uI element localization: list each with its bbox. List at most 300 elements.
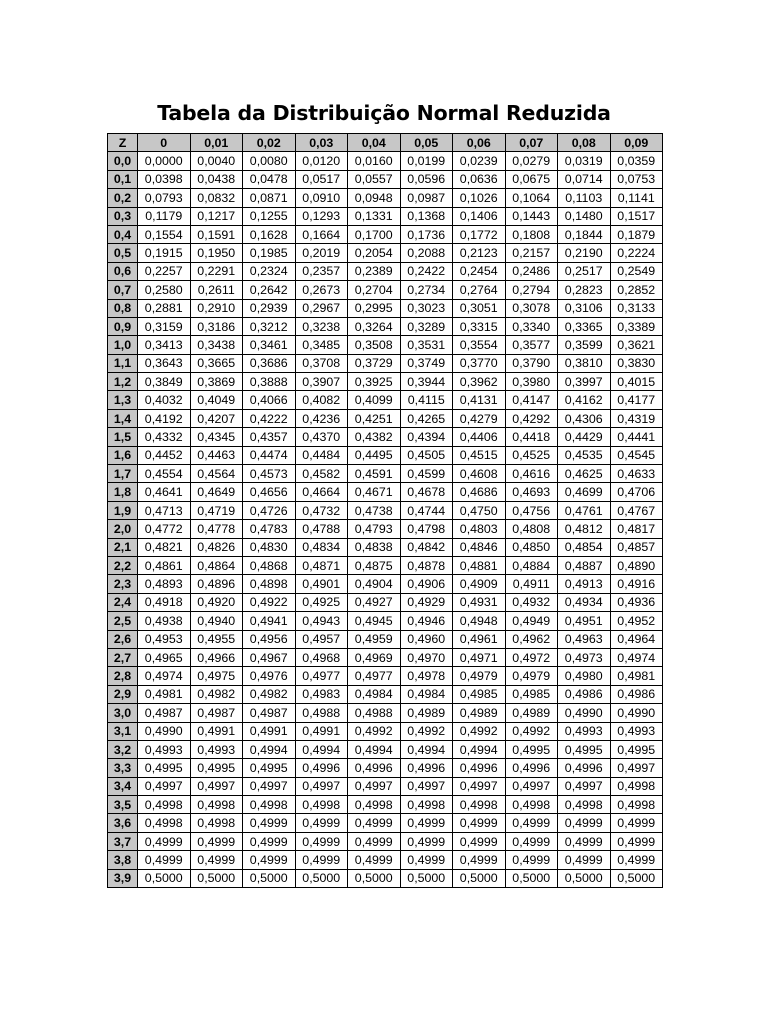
table-row (108, 189, 663, 207)
table-cell: 0,2019 (295, 244, 348, 262)
table-row (108, 225, 663, 243)
normal-distribution-table (107, 133, 663, 888)
table-cell: 0,2123 (453, 244, 506, 262)
row-header-z: 2,0 (108, 520, 138, 538)
table-cell: 0,4979 (453, 667, 506, 685)
table-cell: 0,4192 (138, 409, 191, 427)
table-cell: 0,2881 (138, 299, 191, 317)
table-cell: 0,4978 (400, 667, 453, 685)
table-cell: 0,3708 (295, 354, 348, 372)
column-header-z: Z (108, 134, 138, 152)
table-cell: 0,3686 (243, 354, 296, 372)
table-cell: 0,4515 (453, 446, 506, 464)
table-cell: 0,4959 (348, 630, 401, 648)
table-cell: 0,4995 (190, 759, 243, 777)
table-row (108, 465, 663, 483)
table-cell: 0,0714 (558, 170, 611, 188)
table-cell: 0,4319 (610, 409, 663, 427)
column-header: 0,03 (295, 134, 348, 152)
table-cell: 0,4982 (243, 685, 296, 703)
table-cell: 0,4997 (400, 777, 453, 795)
row-header-z: 2,8 (108, 667, 138, 685)
table-cell: 0,4992 (400, 722, 453, 740)
table-cell: 0,4463 (190, 446, 243, 464)
table-cell: 0,4633 (610, 465, 663, 483)
table-row (108, 722, 663, 740)
table-cell: 0,0359 (610, 152, 663, 170)
table-cell: 0,4931 (453, 593, 506, 611)
table-cell: 0,4656 (243, 483, 296, 501)
table-cell: 0,4999 (348, 832, 401, 850)
table-cell: 0,4861 (138, 556, 191, 574)
table-cell: 0,1879 (610, 225, 663, 243)
table-cell: 0,4989 (453, 704, 506, 722)
row-header-z: 1,9 (108, 501, 138, 519)
row-header-z: 2,7 (108, 648, 138, 666)
table-cell: 0,4990 (138, 722, 191, 740)
table-cell: 0,4970 (400, 648, 453, 666)
table-cell: 0,4032 (138, 391, 191, 409)
table-cell: 0,4940 (190, 612, 243, 630)
table-cell: 0,1293 (295, 207, 348, 225)
table-cell: 0,4131 (453, 391, 506, 409)
table-cell: 0,4999 (558, 832, 611, 850)
table-cell: 0,4850 (505, 538, 558, 556)
table-cell: 0,4671 (348, 483, 401, 501)
table-cell: 0,4962 (505, 630, 558, 648)
table-cell: 0,3729 (348, 354, 401, 372)
table-cell: 0,3810 (558, 354, 611, 372)
table-cell: 0,2852 (610, 281, 663, 299)
table-cell: 0,2054 (348, 244, 401, 262)
table-cell: 0,4927 (348, 593, 401, 611)
table-cell: 0,4608 (453, 465, 506, 483)
table-cell: 0,2823 (558, 281, 611, 299)
row-header-z: 1,3 (108, 391, 138, 409)
table-cell: 0,1103 (558, 189, 611, 207)
table-cell: 0,0160 (348, 152, 401, 170)
row-header-z: 3,5 (108, 796, 138, 814)
table-row (108, 244, 663, 262)
table-cell: 0,0753 (610, 170, 663, 188)
row-header-z: 2,9 (108, 685, 138, 703)
table-cell: 0,3078 (505, 299, 558, 317)
column-header: 0,01 (190, 134, 243, 152)
table-cell: 0,3665 (190, 354, 243, 372)
table-cell: 0,0636 (453, 170, 506, 188)
table-row (108, 262, 663, 280)
table-cell: 0,4535 (558, 446, 611, 464)
table-cell: 0,3485 (295, 336, 348, 354)
table-cell: 0,4099 (348, 391, 401, 409)
table-cell: 0,4999 (610, 851, 663, 869)
table-cell: 0,1950 (190, 244, 243, 262)
table-cell: 0,3830 (610, 354, 663, 372)
table-cell: 0,5000 (610, 869, 663, 887)
table-cell: 0,4994 (400, 740, 453, 758)
table-cell: 0,4916 (610, 575, 663, 593)
table-cell: 0,4838 (348, 538, 401, 556)
table-cell: 0,4767 (610, 501, 663, 519)
row-header-z: 0,0 (108, 152, 138, 170)
row-header-z: 3,6 (108, 814, 138, 832)
table-cell: 0,0279 (505, 152, 558, 170)
table-cell: 0,4993 (138, 740, 191, 758)
table-cell: 0,2486 (505, 262, 558, 280)
table-cell: 0,4115 (400, 391, 453, 409)
table-cell: 0,4418 (505, 428, 558, 446)
table-cell: 0,4999 (610, 814, 663, 832)
table-cell: 0,4641 (138, 483, 191, 501)
table-row (108, 317, 663, 335)
table-cell: 0,1628 (243, 225, 296, 243)
table-row (108, 630, 663, 648)
table-cell: 0,4993 (610, 722, 663, 740)
row-header-z: 1,6 (108, 446, 138, 464)
table-cell: 0,4821 (138, 538, 191, 556)
table-cell: 0,1591 (190, 225, 243, 243)
table-cell: 0,1141 (610, 189, 663, 207)
column-header: 0 (138, 134, 191, 152)
table-cell: 0,4984 (400, 685, 453, 703)
table-cell: 0,4913 (558, 575, 611, 593)
table-cell: 0,1985 (243, 244, 296, 262)
table-cell: 0,4904 (348, 575, 401, 593)
row-header-z: 2,2 (108, 556, 138, 574)
table-cell: 0,4990 (610, 704, 663, 722)
table-row (108, 575, 663, 593)
table-cell: 0,5000 (295, 869, 348, 887)
table-cell: 0,4545 (610, 446, 663, 464)
table-cell: 0,4898 (243, 575, 296, 593)
table-cell: 0,4938 (138, 612, 191, 630)
table-cell: 0,2291 (190, 262, 243, 280)
table-cell: 0,4998 (138, 814, 191, 832)
table-cell: 0,4998 (138, 796, 191, 814)
table-cell: 0,3315 (453, 317, 506, 335)
table-cell: 0,1217 (190, 207, 243, 225)
row-header-z: 0,4 (108, 225, 138, 243)
table-cell: 0,2157 (505, 244, 558, 262)
row-header-z: 2,5 (108, 612, 138, 630)
table-cell: 0,2580 (138, 281, 191, 299)
table-cell: 0,4265 (400, 409, 453, 427)
table-row (108, 152, 663, 170)
table-cell: 0,4967 (243, 648, 296, 666)
table-body (108, 152, 663, 888)
table-cell: 0,4997 (243, 777, 296, 795)
table-cell: 0,4998 (190, 814, 243, 832)
table-cell: 0,2995 (348, 299, 401, 317)
table-cell: 0,4582 (295, 465, 348, 483)
table-cell: 0,3413 (138, 336, 191, 354)
table-cell: 0,3461 (243, 336, 296, 354)
table-cell: 0,4901 (295, 575, 348, 593)
table-cell: 0,4868 (243, 556, 296, 574)
table-cell: 0,4983 (295, 685, 348, 703)
table-cell: 0,4999 (295, 814, 348, 832)
table-cell: 0,4678 (400, 483, 453, 501)
table-row (108, 851, 663, 869)
table-cell: 0,4207 (190, 409, 243, 427)
row-header-z: 0,1 (108, 170, 138, 188)
table-cell: 0,4871 (295, 556, 348, 574)
row-header-z: 0,3 (108, 207, 138, 225)
table-cell: 0,4726 (243, 501, 296, 519)
row-header-z: 0,5 (108, 244, 138, 262)
table-cell: 0,4999 (243, 832, 296, 850)
table-cell: 0,4999 (138, 832, 191, 850)
table-cell: 0,4599 (400, 465, 453, 483)
table-cell: 0,4778 (190, 520, 243, 538)
table-cell: 0,4999 (505, 814, 558, 832)
table-row (108, 667, 663, 685)
table-cell: 0,4998 (243, 796, 296, 814)
row-header-z: 1,2 (108, 373, 138, 391)
table-cell: 0,4995 (558, 740, 611, 758)
table-cell: 0,4162 (558, 391, 611, 409)
table-cell: 0,4953 (138, 630, 191, 648)
table-cell: 0,4965 (138, 648, 191, 666)
table-cell: 0,2549 (610, 262, 663, 280)
table-cell: 0,4981 (138, 685, 191, 703)
table-cell: 0,4896 (190, 575, 243, 593)
table-cell: 0,3925 (348, 373, 401, 391)
table-cell: 0,4994 (295, 740, 348, 758)
table-cell: 0,4066 (243, 391, 296, 409)
table-cell: 0,0199 (400, 152, 453, 170)
table-cell: 0,4525 (505, 446, 558, 464)
table-cell: 0,4989 (505, 704, 558, 722)
table-row (108, 704, 663, 722)
row-header-z: 2,6 (108, 630, 138, 648)
table-cell: 0,4878 (400, 556, 453, 574)
table-row (108, 685, 663, 703)
table-cell: 0,4699 (558, 483, 611, 501)
table-cell: 0,4826 (190, 538, 243, 556)
table-cell: 0,4750 (453, 501, 506, 519)
table-cell: 0,1808 (505, 225, 558, 243)
table-cell: 0,4977 (348, 667, 401, 685)
table-cell: 0,3599 (558, 336, 611, 354)
table-cell: 0,4934 (558, 593, 611, 611)
table-cell: 0,4756 (505, 501, 558, 519)
table-cell: 0,4977 (295, 667, 348, 685)
table-cell: 0,4345 (190, 428, 243, 446)
table-cell: 0,3264 (348, 317, 401, 335)
table-cell: 0,4956 (243, 630, 296, 648)
table-cell: 0,4830 (243, 538, 296, 556)
table-cell: 0,4999 (190, 851, 243, 869)
table-cell: 0,4975 (190, 667, 243, 685)
table-cell: 0,4817 (610, 520, 663, 538)
table-cell: 0,4952 (610, 612, 663, 630)
table-cell: 0,4957 (295, 630, 348, 648)
table-cell: 0,2224 (610, 244, 663, 262)
table-cell: 0,4999 (400, 814, 453, 832)
table-cell: 0,4772 (138, 520, 191, 538)
table-cell: 0,4998 (348, 796, 401, 814)
table-cell: 0,4788 (295, 520, 348, 538)
table-cell: 0,4999 (453, 851, 506, 869)
table-cell: 0,3289 (400, 317, 453, 335)
table-cell: 0,4881 (453, 556, 506, 574)
table-row (108, 869, 663, 887)
table-row (108, 538, 663, 556)
row-header-z: 3,4 (108, 777, 138, 795)
table-cell: 0,0080 (243, 152, 296, 170)
table-row (108, 759, 663, 777)
table-cell: 0,3643 (138, 354, 191, 372)
table-cell: 0,2088 (400, 244, 453, 262)
table-cell: 0,2357 (295, 262, 348, 280)
row-header-z: 1,5 (108, 428, 138, 446)
table-cell: 0,4989 (400, 704, 453, 722)
table-cell: 0,0438 (190, 170, 243, 188)
table-cell: 0,3531 (400, 336, 453, 354)
table-cell: 0,3962 (453, 373, 506, 391)
table-cell: 0,0239 (453, 152, 506, 170)
row-header-z: 3,7 (108, 832, 138, 850)
table-cell: 0,4222 (243, 409, 296, 427)
table-cell: 0,4998 (190, 796, 243, 814)
table-cell: 0,4946 (400, 612, 453, 630)
table-cell: 0,4994 (348, 740, 401, 758)
table-cell: 0,4505 (400, 446, 453, 464)
row-header-z: 1,8 (108, 483, 138, 501)
table-cell: 0,2257 (138, 262, 191, 280)
table-cell: 0,4999 (453, 814, 506, 832)
table-cell: 0,4998 (610, 777, 663, 795)
row-header-z: 1,1 (108, 354, 138, 372)
column-header: 0,06 (453, 134, 506, 152)
table-cell: 0,4995 (505, 740, 558, 758)
table-cell: 0,4922 (243, 593, 296, 611)
table-cell: 0,4974 (610, 648, 663, 666)
table-cell: 0,4999 (190, 832, 243, 850)
table-cell: 0,0040 (190, 152, 243, 170)
row-header-z: 0,8 (108, 299, 138, 317)
table-cell: 0,4985 (453, 685, 506, 703)
table-cell: 0,4968 (295, 648, 348, 666)
table-cell: 0,4987 (243, 704, 296, 722)
column-header: 0,08 (558, 134, 611, 152)
table-cell: 0,0793 (138, 189, 191, 207)
table-cell: 0,4999 (348, 814, 401, 832)
table-cell: 0,3159 (138, 317, 191, 335)
table-cell: 0,4279 (453, 409, 506, 427)
table-cell: 0,4941 (243, 612, 296, 630)
table-cell: 0,4943 (295, 612, 348, 630)
table-cell: 0,3438 (190, 336, 243, 354)
table-row (108, 777, 663, 795)
table-cell: 0,1554 (138, 225, 191, 243)
table-cell: 0,4306 (558, 409, 611, 427)
table-cell: 0,4875 (348, 556, 401, 574)
table-cell: 0,4999 (243, 851, 296, 869)
table-cell: 0,3023 (400, 299, 453, 317)
table-cell: 0,4995 (138, 759, 191, 777)
table-row (108, 796, 663, 814)
table-cell: 0,4951 (558, 612, 611, 630)
table-cell: 0,4803 (453, 520, 506, 538)
table-header (108, 134, 663, 152)
table-cell: 0,4981 (610, 667, 663, 685)
table-cell: 0,2422 (400, 262, 453, 280)
table-row (108, 483, 663, 501)
table-cell: 0,4236 (295, 409, 348, 427)
table-cell: 0,4332 (138, 428, 191, 446)
table-row (108, 207, 663, 225)
table-cell: 0,4971 (453, 648, 506, 666)
table-cell: 0,3212 (243, 317, 296, 335)
table-cell: 0,4906 (400, 575, 453, 593)
table-cell: 0,1368 (400, 207, 453, 225)
table-cell: 0,0120 (295, 152, 348, 170)
table-cell: 0,3340 (505, 317, 558, 335)
table-row (108, 373, 663, 391)
table-cell: 0,4664 (295, 483, 348, 501)
table-cell: 0,4693 (505, 483, 558, 501)
table-row (108, 612, 663, 630)
table-cell: 0,4357 (243, 428, 296, 446)
table-cell: 0,4846 (453, 538, 506, 556)
table-cell: 0,4406 (453, 428, 506, 446)
table-cell: 0,4842 (400, 538, 453, 556)
table-cell: 0,1179 (138, 207, 191, 225)
table-cell: 0,4732 (295, 501, 348, 519)
table-cell: 0,1331 (348, 207, 401, 225)
table-cell: 0,3980 (505, 373, 558, 391)
table-cell: 0,4918 (138, 593, 191, 611)
table-cell: 0,4998 (400, 796, 453, 814)
table-cell: 0,4649 (190, 483, 243, 501)
table-cell: 0,1064 (505, 189, 558, 207)
table-cell: 0,4984 (348, 685, 401, 703)
table-row (108, 281, 663, 299)
table-row (108, 740, 663, 758)
table-cell: 0,5000 (505, 869, 558, 887)
table-cell: 0,4719 (190, 501, 243, 519)
table-cell: 0,1480 (558, 207, 611, 225)
table-cell: 0,4564 (190, 465, 243, 483)
table-cell: 0,2967 (295, 299, 348, 317)
table-cell: 0,4995 (243, 759, 296, 777)
table-cell: 0,1736 (400, 225, 453, 243)
table-cell: 0,2910 (190, 299, 243, 317)
row-header-z: 0,9 (108, 317, 138, 335)
table-cell: 0,3888 (243, 373, 296, 391)
table-cell: 0,4854 (558, 538, 611, 556)
row-header-z: 3,8 (108, 851, 138, 869)
table-cell: 0,1915 (138, 244, 191, 262)
row-header-z: 2,1 (108, 538, 138, 556)
table-cell: 0,1844 (558, 225, 611, 243)
table-cell: 0,1700 (348, 225, 401, 243)
table-cell: 0,3790 (505, 354, 558, 372)
table-cell: 0,2734 (400, 281, 453, 299)
table-cell: 0,4996 (295, 759, 348, 777)
table-cell: 0,5000 (400, 869, 453, 887)
table-cell: 0,4625 (558, 465, 611, 483)
table-row (108, 648, 663, 666)
table-cell: 0,4963 (558, 630, 611, 648)
table-cell: 0,4999 (295, 851, 348, 869)
table-cell: 0,4382 (348, 428, 401, 446)
table-cell: 0,4474 (243, 446, 296, 464)
table-cell: 0,4884 (505, 556, 558, 574)
row-header-z: 0,6 (108, 262, 138, 280)
